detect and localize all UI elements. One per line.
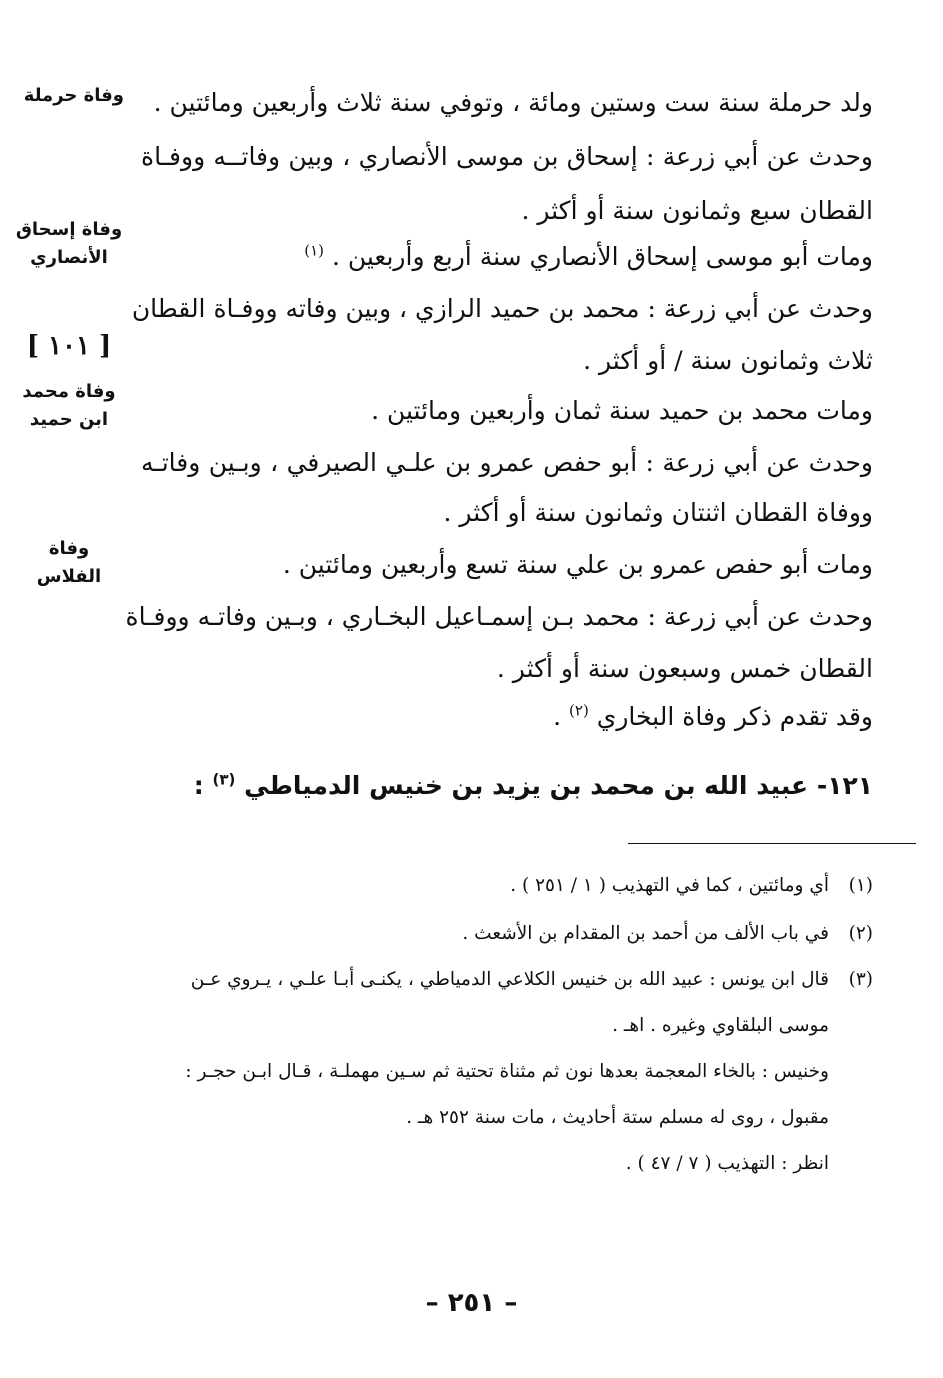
heading-colon: :	[193, 771, 204, 800]
footnote-text: قال ابن يونس : عبيد الله بن خنيس الكلاعي الدمياطي ، يكنـى أبـا علـي ، يـروي عـن	[190, 969, 829, 990]
footnote-number: (١)	[848, 875, 873, 896]
body-line: وحدث عن أبي زرعة : إسحاق بن موسى الأنصاري ، وبين وفاتــه ووفـاة	[141, 142, 873, 171]
footnote-ref: (١)	[304, 241, 324, 260]
entry-heading	[194, 768, 873, 804]
body-line: ولد حرملة سنة ست وستين ومائة ، وتوفي سنة ثلاث وأربعين ومائتين .	[153, 88, 873, 117]
footnote-ref: (٢)	[569, 701, 589, 720]
margin-note-line: وفاة	[48, 538, 90, 559]
footnote-item	[103, 920, 873, 948]
footnote-number: (٣)	[848, 969, 873, 990]
body-text: وقد تقدم ذكر وفاة البخاري	[596, 702, 873, 731]
footnote-text-line: انظر : التهذيب ( ٧ / ٤٧ ) .	[625, 1153, 829, 1174]
footnote-text-line: مقبول ، روى له مسلم ستة أحاديث ، مات سنة ٢٥٢ هـ .	[406, 1107, 829, 1128]
footnote-item	[103, 966, 873, 994]
body-line: وحدث عن أبي زرعة : محمد بن حميد الرازي ، وبين وفاته ووفـاة القطان	[131, 294, 873, 323]
body-line: وحدث عن أبي زرعة : أبو حفص عمرو بن علـي الصيرفي ، وبـين وفاتـه	[141, 448, 873, 477]
body-line	[103, 240, 873, 274]
body-line: القطان سبع وثمانون سنة أو أكثر .	[521, 196, 873, 225]
footnote-item	[103, 872, 873, 900]
footnote-ref: (٣)	[212, 770, 236, 789]
margin-note-line: وفاة محمد	[22, 381, 116, 402]
footnote-text-line: وخنيس : بالخاء المعجمة بعدها نون ثم مثناة تحتية ثم سـين مهملـة ، قـال ابـن حجـر :	[185, 1061, 829, 1082]
body-line: ومات أبو حفص عمرو بن علي سنة تسع وأربعين ومائتين .	[282, 550, 873, 579]
margin-note-line: الفلاس	[36, 566, 102, 587]
margin-note-line: ابن حميد	[29, 409, 109, 430]
page-number: – ٢٥١ –	[425, 1288, 518, 1318]
footnote-divider	[628, 843, 916, 844]
body-line	[103, 700, 873, 734]
body-text: ومات أبو موسى إسحاق الأنصاري سنة أربع وأربعين .	[331, 242, 873, 271]
footnote-text: في باب الألف من أحمد بن المقدام بن الأشعث .	[462, 923, 829, 944]
body-line: ووفاة القطان اثنتان وثمانون سنة أو أكثر .	[443, 498, 873, 527]
body-line: ثلاث وثمانون سنة / أو أكثر .	[583, 346, 873, 375]
margin-note-line: وفاة إسحاق	[15, 219, 123, 240]
heading-text: ١٢١- عبيد الله بن محمد بن يزيد بن خنيس الدمياطي	[244, 771, 873, 800]
body-text: .	[553, 702, 562, 731]
body-line: ومات محمد بن حميد سنة ثمان وأربعين ومائتين .	[371, 396, 873, 425]
footnote-text-line: موسى البلقاوي وغيره . اهـ .	[612, 1015, 829, 1036]
margin-bracket-number: [ ١٠١ ]	[26, 331, 112, 361]
footnote-text: أي ومائتين ، كما في التهذيب ( ١ / ٢٥١ ) .	[510, 875, 829, 896]
margin-note-harmala: وفاة حرملة	[23, 85, 124, 106]
margin-note-line: الأنصاري	[30, 247, 108, 268]
body-line: القطان خمس وسبعون سنة أو أكثر .	[496, 654, 873, 683]
body-line: وحدث عن أبي زرعة : محمد بـن إسمـاعيل البخـاري ، وبـين وفاتـه ووفـاة	[125, 602, 873, 631]
footnote-number: (٢)	[848, 923, 873, 944]
